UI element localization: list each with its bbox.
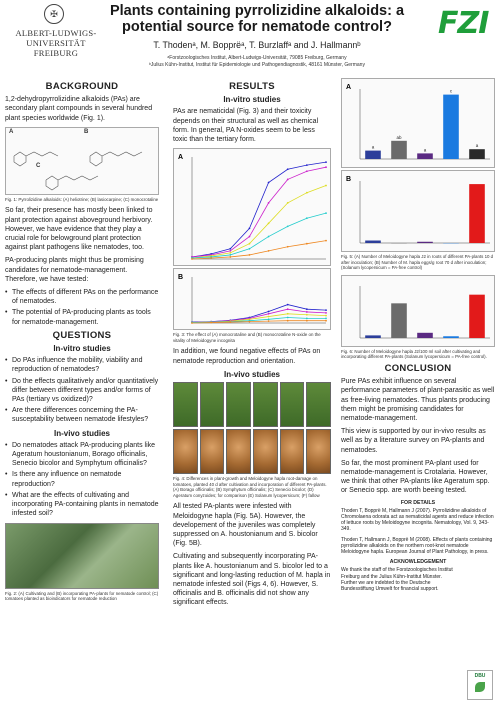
greenhouse-photo [5,523,159,589]
root-photo [173,429,198,474]
data-point [287,179,289,181]
university-logo [4,4,104,64]
figure-2-caption: Fig. 2: (A) Cultivating and (B) incorporating PA-plants for nematode control; (C) tomatoes planted as bioindicators for nematode reduction [5,590,159,602]
data-point [268,182,270,184]
data-point [325,185,327,187]
structure-figure [5,127,159,195]
results-paragraph-2: In addition, we found negative effects of PAs on nematode reproduction and orientation. [173,348,321,365]
data-point [325,212,327,214]
data-point [249,228,251,230]
data-point [287,226,289,228]
data-point [229,250,231,252]
data-point [287,309,289,311]
dbu-logo [467,670,493,700]
data-point [268,223,270,225]
acknowledgement-text: We thank the staff of the Forstzoologisches Institut Freiburg and the Julius Kühn-Institut Münster. Further we are indebted to the Deutsche Bundesstiftung Umwelt for financial support. [341,567,453,593]
results-heading: RESULTS [229,81,275,92]
data-point [268,319,270,321]
background-heading: BACKGROUND [45,81,119,92]
list-item: • Are there differences concerning the PA-susceptability between nematode lifestyles? [5,406,159,424]
conclusion-paragraph-3: So far, the most prominent PA-plant used for nematode-management is Crotalaria. However, we think that other PA-plants like Ageratum spp. or Senecio spp. are worth beeing tested. [341,459,490,495]
data-point [287,246,289,248]
background-paragraph-2: So far, their presence has mostly been linked to plant protection against aboveground herbivory. However, we have evidence that they play a crucial role for belowground plant protection against plant pathogens like nematodes, too. [5,207,153,252]
university-name-line1: ALBERT-LUDWIGS- [15,28,97,38]
data-point [191,258,193,260]
series-line [192,186,326,258]
bar [417,333,433,338]
bar [469,184,485,243]
line-chart-a-frame [173,148,331,266]
tested-list [5,288,159,327]
conclusion-heading: CONCLUSION [384,362,452,374]
data-point [306,243,308,245]
panel-label: B [346,176,352,183]
dbu-logo-text: DBU [474,673,486,679]
data-point [306,309,308,311]
plant-photos-grid [173,382,331,474]
structure-label-c: C [36,162,41,169]
data-point [287,313,289,315]
plant-growth-photo-row [173,382,331,427]
plant-photo [173,382,198,427]
data-point [325,315,327,317]
bar [469,149,485,159]
list-item: • Do nematodes attack PA-producing plants like Ageratum houstonianum, Borago officinalis, Senecio bicolor and Symphytum officinalis? [5,441,159,469]
questions-heading: QUESTIONS [52,329,112,341]
list-item: • Do the effects qualitatively and/or quantitatively differ between different types and/or forms of PAs (tertiary vs oxidized)? [5,377,159,405]
data-point [287,202,289,204]
university-name-line2: UNIVERSITÄT FREIBURG [26,38,86,58]
data-point [268,311,270,313]
data-point [249,321,251,323]
data-point [268,313,270,315]
data-point [325,320,327,322]
data-point [268,316,270,318]
data-point [306,318,308,320]
data-point [306,311,308,313]
data-point [306,164,308,166]
data-point [268,250,270,252]
results-invivo-heading: In-vivo studies [223,369,280,379]
line-chart-b [174,269,332,331]
data-point [306,314,308,316]
figure-5-caption: Fig. 5: (A) Number of Meloidogyne hapla J2 in roots of different PA-plants 10 d after inoculation; (B) Number of M. hapla eggs/g root 70 d after inoculation; (Solanum lycopersicum = PA-free control) [341,254,494,271]
university-seal-icon: ✠ [44,4,64,24]
bar-chart-5b-frame [341,170,495,252]
data-point [325,161,327,163]
data-point [249,243,251,245]
fzi-logo: FZI [438,6,489,41]
structure-label-b: B [84,128,89,135]
bar-label: c [449,88,453,94]
data-point [191,322,193,324]
data-point [229,248,231,250]
affiliation-2: ᵇJulius Kühn-Institut, Institut für Epidemiologie und Pathogendiagnostik, 48161 Münster, Germany [149,62,365,68]
data-point [229,321,231,323]
results-paragraph-1: PAs are nematicidal (Fig. 3) and their toxicity depends on their structural as well as chemical form. In general, PA N-oxides seem to be less toxic than the tertiary form. [173,108,319,144]
reference-1: Thoden T, Bopprë M, Hallmann J (2007). Pyrrolizidine alkaloids of Chromolaena odorata act as nematicidal agents and reduce infection of lettuce roots by Meloidogyne incognita. Nematology, Vol. 9, 343-349. [341,507,494,533]
data-point [325,167,327,169]
results-paragraph-3: All tested PA-plants were infested with Meloidogyne hapla (Fig. 5A). However, the developement of the juveniles was completely suppressed on A. houstonianum and S. bicolor (Fig. 5B). [173,503,318,548]
data-point [287,320,289,322]
column-right [341,78,495,596]
bar [365,241,381,243]
data-point [325,312,327,314]
figure-6-caption: Fig. 6: Number of Meloidogyne hapla J2/100 ml soil after cultivating and incorporating different PA-plants (Solanum lycopersicum = PA-free control). [341,348,487,360]
root-photo [226,429,251,474]
data-point [287,304,289,306]
reference-2: Thoden T, Hallmann J, Bopprë M (2008). Effects of plants containing pyrrolizidine alkaloids on the northern root-knot nematode Meloidogyne hapla. European Journal of Plant Pathology, in press. [341,536,493,556]
bar [443,95,459,159]
data-point [306,171,308,173]
acknowledgement-heading: ACKNOWLEDGEMENT [389,559,447,566]
plant-photo [226,382,251,427]
line-chart-b-frame [173,268,331,330]
root-photo [253,429,278,474]
bar-label: a [423,147,427,153]
data-point [325,240,327,242]
column-left [5,78,159,606]
conclusion-paragraph-2: This view is supported by our in-vivo results as well as by a literature survey on PA-plants and nematodes. [341,428,486,454]
poster-header [0,0,500,75]
results-invitro-heading: In-vitro studies [223,95,281,105]
conclusion-paragraph-1: Pure PAs exhibit influence on several performance parameters of plant-parasitic as well as free-living nematodes. Thus plants producing them might be promising candidates for nematode-management. [341,378,495,422]
data-point [249,254,251,256]
data-point [268,236,270,238]
bar [443,336,459,338]
series-line [192,241,326,259]
data-point [210,322,212,324]
plant-photo [306,382,331,427]
plant-photo [253,382,278,427]
bar-chart-6 [342,276,496,348]
column-middle [173,78,331,612]
questions-invivo-heading: In-vivo studies [53,428,110,438]
invivo-questions-list [5,441,159,519]
data-point [249,248,251,250]
authors: T. Thodenᵃ, M. Bopprëᵃ, T. Burzlaffᵃ and J. Hallmannᵇ [153,40,361,50]
root-photo-row [173,429,331,474]
data-point [229,256,231,258]
list-item: • The effects of different PAs on the performance of nematodes. [5,288,159,306]
data-point [325,309,327,311]
bar [469,294,485,337]
root-photo [200,429,225,474]
structure-label-a: A [9,128,14,135]
data-point [306,192,308,194]
list-item: • The potential of PA-producing plants as tools for nematode-management. [5,308,159,326]
chemical-structures-drawing [6,128,158,194]
series-line [192,305,326,322]
data-point [210,257,212,259]
panel-label: A [346,84,352,91]
data-point [306,218,308,220]
references-section [341,500,495,593]
bar-label: a [371,144,375,150]
line-chart-a [174,149,332,267]
data-point [229,252,231,254]
panel-label: B [178,274,184,282]
poster-title: Plants containing pyrrolizidine alkaloids: a potential source for nematode control? [109,3,405,35]
list-item: • Do PAs influence the mobility, viability and reproduction of nematodes? [5,356,159,374]
leaf-icon [475,682,485,692]
data-point [249,236,251,238]
bar [365,335,381,338]
bar [391,303,407,338]
root-photo [306,429,331,474]
bar-chart-5b [342,171,496,253]
plant-photo [280,382,305,427]
bar [365,151,381,159]
bar-label: a [475,143,479,149]
data-point [268,320,270,322]
bar-chart-6-frame [341,275,495,347]
affiliation-1: ᵃForstzoologisches Institut, Albert-Ludwigs-Universität, 79085 Freiburg, Germany [167,55,347,61]
background-paragraph-1: 1,2-dehydropyrrolizidine alkaloids (PAs) are secondary plant compounds in several hundred plant species worldwide (Fig. 1). [5,96,153,122]
figure-4-caption: Fig. 4: Differences in plant-growth and Meloidogyne hapla root-damage on tomatoes, planted 40 d after cultivation and incorporation of different PA-plants. (A) Borago officinalis; (B) Symphytum officinalis; (C) Senecio bicolor; (D) Ageratum conyzoides; for comparison (E) Solanum lycopersicum; (F) fallow [173,476,327,498]
bar [391,141,407,159]
questions-invitro-heading: In-vitro studies [53,344,111,354]
results-paragraph-4: Cultivating and subsequently incorporating PA-plants like A. houstonianum and S. bicolor led to a significant and long-lasting reduction of M. hapla in nematode infested soil (Figs 4, 6). However, S. officinalis and B. officinalis did not show any significant effects. [173,553,331,607]
data-point [268,202,270,204]
data-point [287,317,289,319]
background-paragraph-3: PA-producing plants might thus be promising candidates for nematode-management. Therefore, we have tested: [5,257,144,283]
bar [417,153,433,159]
figure-1-caption: Fig. 1: Pyrrolizidine alkaloids: (A) heliotrine; (B) lasiocarpine; (C) monocrotaline [5,196,159,202]
data-point [287,169,289,171]
bar-label: ab [396,134,402,140]
data-point [229,254,231,256]
plant-photo [200,382,225,427]
root-photo [280,429,305,474]
details-heading: FOR DETAILS [400,499,436,506]
data-point [325,318,327,320]
data-point [306,320,308,322]
panel-label: A [178,154,184,162]
bar-chart-5a [342,79,496,169]
bar [417,242,433,243]
figure-3-caption: Fig. 3: The effect of (A) monocrotaline and (B) monocrotaline N-oxide on the vitality of Meloidogyne incognita [173,332,321,343]
list-item: • Is there any influence on nematode reproduction? [5,470,159,488]
list-item: • What are the effects of cultivating and incorporating PA-containing plants in nematode infested soil? [5,491,159,519]
invitro-questions-list [5,356,159,424]
bar-chart-5a-frame [341,78,495,168]
